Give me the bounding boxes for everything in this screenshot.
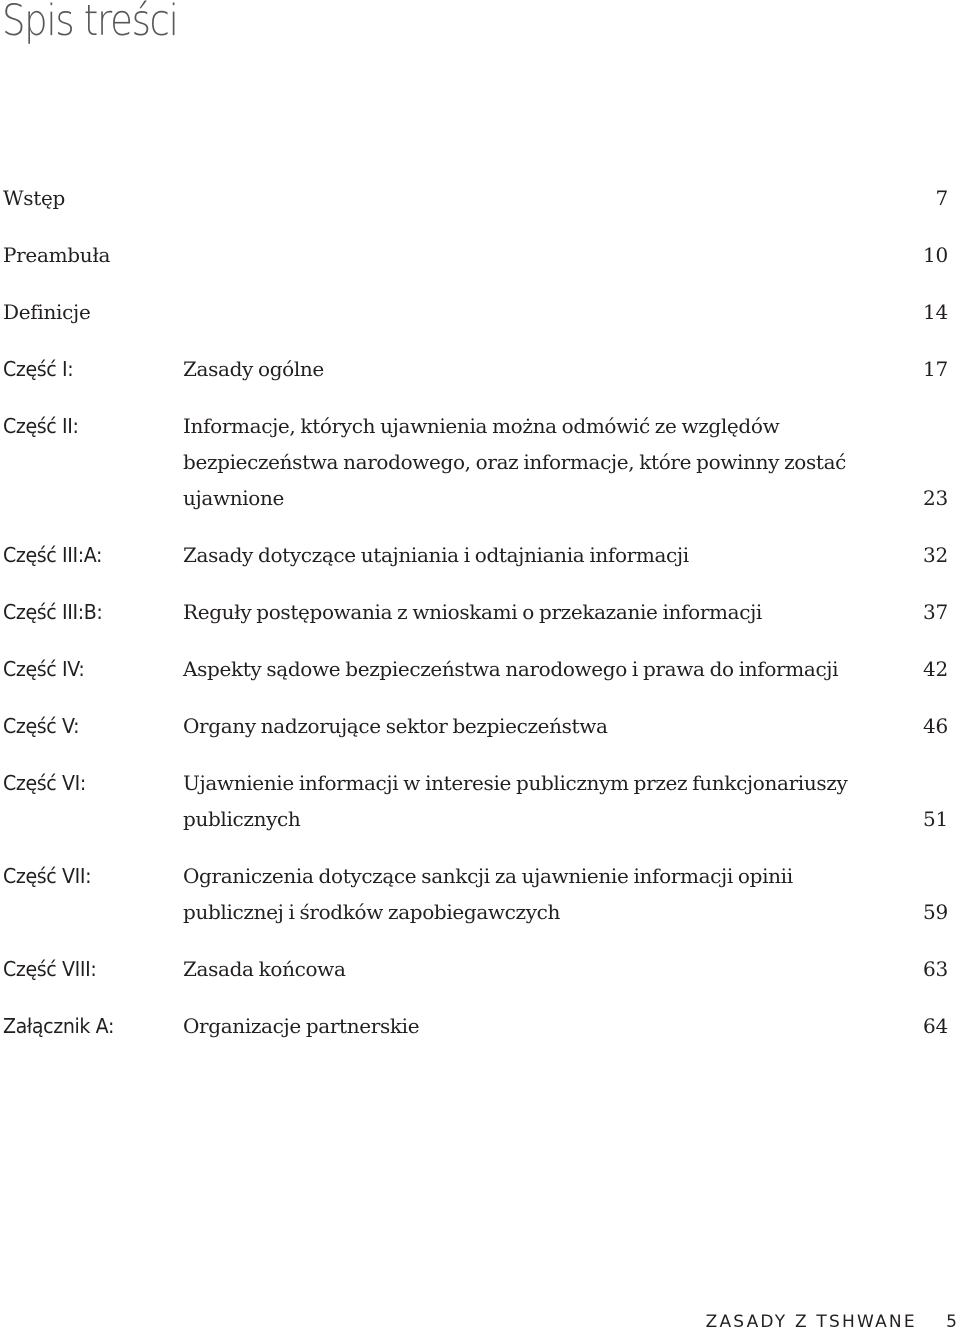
page-number: 5 bbox=[946, 1312, 957, 1332]
toc-part-label: Załącznik A: bbox=[3, 1014, 115, 1038]
toc-page-number: 64 bbox=[922, 1014, 948, 1038]
toc-entry-part-6[interactable] bbox=[3, 765, 948, 837]
toc-page-number: 42 bbox=[922, 657, 948, 681]
toc-entry-part-1[interactable] bbox=[3, 351, 948, 387]
toc-page-number: 23 bbox=[922, 486, 948, 510]
toc-page-number: 10 bbox=[922, 243, 948, 267]
toc-entry-part-3b[interactable] bbox=[3, 594, 948, 630]
toc-entry-part-2[interactable] bbox=[3, 408, 948, 516]
toc-entry-wstep[interactable] bbox=[3, 180, 948, 216]
page-title: Spis treści bbox=[2, 0, 178, 46]
toc-entry-part-5[interactable] bbox=[3, 708, 948, 744]
toc-part-label: Część VIII: bbox=[3, 957, 97, 981]
toc-title: Organy nadzorujące sektor bezpieczeństwa bbox=[183, 714, 608, 738]
toc-entry-preambula[interactable] bbox=[3, 237, 948, 273]
table-of-contents bbox=[3, 180, 948, 1065]
toc-page-number: 59 bbox=[922, 900, 948, 924]
toc-title: Zasady dotyczące utajniania i odtajniania informacji bbox=[183, 543, 689, 567]
toc-page-number: 46 bbox=[922, 714, 948, 738]
toc-entry-annex-a[interactable] bbox=[3, 1008, 948, 1044]
toc-page-number: 17 bbox=[922, 357, 948, 381]
toc-entry-part-7[interactable] bbox=[3, 858, 948, 930]
toc-title bbox=[183, 294, 888, 330]
toc-part-label: Część I: bbox=[3, 357, 74, 381]
toc-title: Zasady ogólne bbox=[183, 357, 324, 381]
toc-title bbox=[183, 237, 888, 273]
toc-page-number: 32 bbox=[922, 543, 948, 567]
toc-part-label: Wstęp bbox=[3, 186, 65, 210]
toc-entry-part-8[interactable] bbox=[3, 951, 948, 987]
toc-part-label: Część VII: bbox=[3, 864, 92, 888]
toc-part-label: Część VI: bbox=[3, 771, 86, 795]
toc-part-label: Część II: bbox=[3, 414, 79, 438]
toc-page-number: 63 bbox=[922, 957, 948, 981]
toc-title bbox=[183, 180, 888, 216]
toc-page-number: 14 bbox=[922, 300, 948, 324]
toc-title: Zasada końcowa bbox=[183, 957, 346, 981]
toc-title: Ujawnienie informacji w interesie publicznym przez funkcjonariuszy publicznych bbox=[183, 771, 848, 831]
toc-title: Aspekty sądowe bezpieczeństwa narodowego i prawa do informacji bbox=[183, 657, 839, 681]
toc-page-number: 37 bbox=[922, 600, 948, 624]
toc-page-number: 51 bbox=[922, 807, 948, 831]
toc-part-label: Część IV: bbox=[3, 657, 85, 681]
toc-part-label: Część III:B: bbox=[3, 600, 103, 624]
toc-entry-definicje[interactable] bbox=[3, 294, 948, 330]
page-footer bbox=[706, 1312, 960, 1332]
toc-title: Ograniczenia dotyczące sankcji za ujawnienie informacji opinii publicznej i środków zapobiegawczych bbox=[183, 864, 793, 924]
toc-part-label: Część V: bbox=[3, 714, 80, 738]
toc-part-label: Preambuła bbox=[3, 243, 111, 267]
toc-page-number: 7 bbox=[935, 186, 948, 210]
toc-part-label: Definicje bbox=[3, 300, 91, 324]
toc-part-label: Część III:A: bbox=[3, 543, 103, 567]
toc-entry-part-4[interactable] bbox=[3, 651, 948, 687]
toc-title: Organizacje partnerskie bbox=[183, 1014, 420, 1038]
running-title: ZASADY Z TSHWANE bbox=[705, 1312, 917, 1332]
toc-entry-part-3a[interactable] bbox=[3, 537, 948, 573]
toc-title: Reguły postępowania z wnioskami o przekazanie informacji bbox=[183, 600, 762, 624]
toc-title: Informacje, których ujawnienia można odmówić ze względów bezpieczeństwa narodowego, oraz informacje, które powinny zostać ujawnione bbox=[183, 414, 847, 510]
